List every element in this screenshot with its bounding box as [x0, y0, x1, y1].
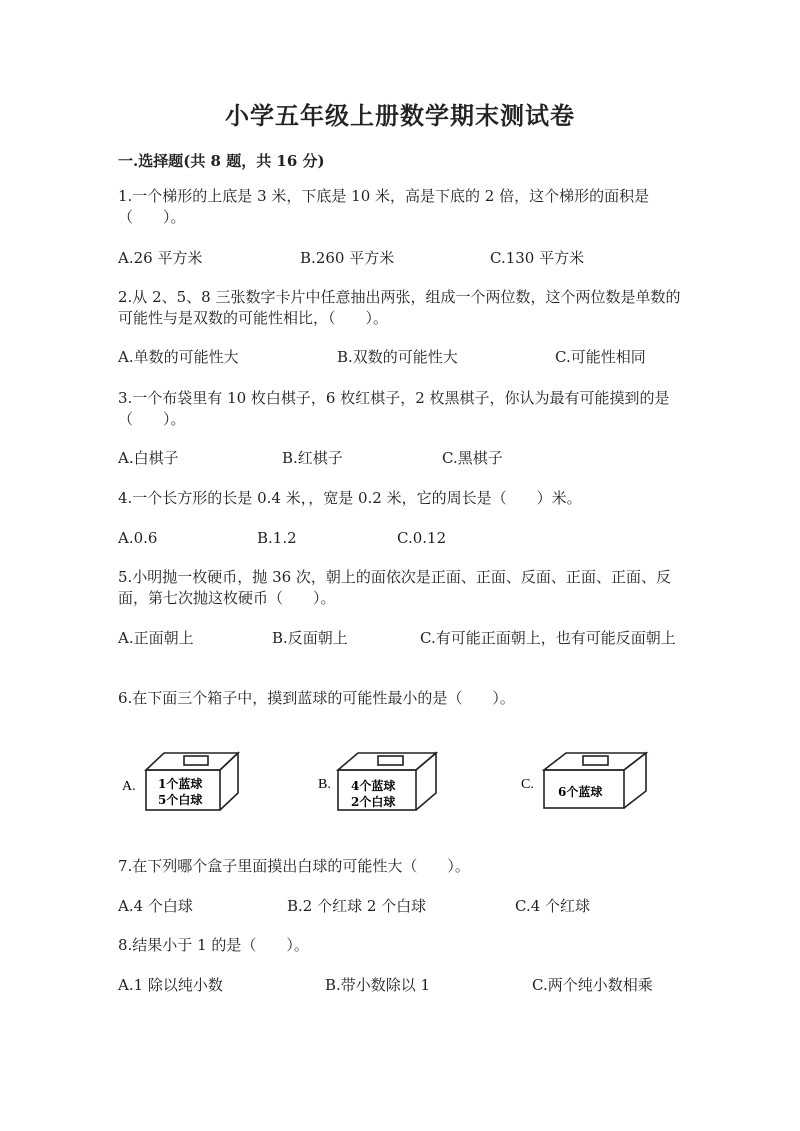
q7-option-b[interactable]: B.2 个红球 2 个白球 — [287, 897, 427, 915]
q5-option-b[interactable]: B.反面朝上 — [272, 629, 348, 647]
question-3: 3.一个布袋里有 10 枚白棋子，6 枚红棋子，2 枚黑棋子，你认为最有可能摸到的是（ ）。 — [118, 389, 670, 428]
q2-option-b[interactable]: B.双数的可能性大 — [337, 348, 458, 366]
page-title: 小学五年级上册数学期末测试卷 — [225, 101, 575, 130]
question-8: 8.结果小于 1 的是（ ）。 — [118, 936, 309, 954]
q8-option-a[interactable]: A.1 除以纯小数 — [118, 976, 223, 994]
question-4: 4.一个长方形的长是 0.4 米，，宽是 0.2 米，它的周长是（ ）米。 — [118, 489, 582, 507]
q3-option-c[interactable]: C.黑棋子 — [442, 449, 503, 467]
question-6: 6.在下面三个箱子中，摸到蓝球的可能性最小的是（ ）。 — [118, 689, 515, 707]
box-a-line-1: 1个蓝球 — [158, 777, 203, 791]
box-a-label: A. — [122, 779, 136, 794]
section-heading: 一.选择题(共 8 题，共 16 分) — [118, 152, 325, 170]
q5-option-a[interactable]: A.正面朝上 — [118, 629, 194, 647]
q1-option-b[interactable]: B.260 平方米 — [300, 249, 395, 267]
q8-option-b[interactable]: B.带小数除以 1 — [325, 976, 431, 994]
q4-option-b[interactable]: B.1.2 — [257, 529, 297, 547]
q2-option-a[interactable]: A.单数的可能性大 — [118, 348, 239, 366]
q1-option-c[interactable]: C.130 平方米 — [490, 249, 585, 267]
q7-option-a[interactable]: A.4 个白球 — [118, 897, 193, 915]
box-c-icon[interactable] — [544, 753, 646, 808]
box-c-label: C. — [521, 777, 534, 792]
q2-option-c[interactable]: C.可能性相同 — [555, 348, 646, 366]
box-b-line-1: 4个蓝球 — [351, 779, 396, 793]
box-a-line-2: 5个白球 — [158, 793, 203, 807]
q3-option-b[interactable]: B.红棋子 — [282, 449, 343, 467]
q8-option-c[interactable]: C.两个纯小数相乘 — [532, 976, 653, 994]
q5-option-c[interactable]: C.有可能正面朝上，也有可能反面朝上 — [420, 629, 676, 647]
q3-option-a[interactable]: A.白棋子 — [118, 449, 179, 467]
question-5: 5.小明抛一枚硬币，抛 36 次，朝上的面依次是正面、正面、反面、正面、正面、反面，第七次抛这枚硬币（ ）。 — [118, 568, 671, 607]
question-2: 2.从 2、5、8 三张数字卡片中任意抽出两张，组成一个两位数，这个两位数是单数的可能性与是双数的可能性相比，（ ）。 — [118, 288, 681, 327]
q1-option-a[interactable]: A.26 平方米 — [118, 249, 203, 267]
box-c-line-1: 6个蓝球 — [558, 785, 603, 799]
ball-boxes-figure — [118, 745, 678, 825]
q4-option-c[interactable]: C.0.12 — [397, 529, 447, 547]
question-7: 7.在下列哪个盒子里面摸出白球的可能性大（ ）。 — [118, 857, 470, 875]
box-b-line-2: 2个白球 — [351, 795, 396, 809]
box-b-label: B. — [318, 777, 331, 792]
question-1: 1.一个梯形的上底是 3 米，下底是 10 米，高是下底的 2 倍，这个梯形的面积是（ ）。 — [118, 187, 650, 226]
q4-option-a[interactable]: A.0.6 — [118, 529, 158, 547]
q7-option-c[interactable]: C.4 个红球 — [515, 897, 591, 915]
